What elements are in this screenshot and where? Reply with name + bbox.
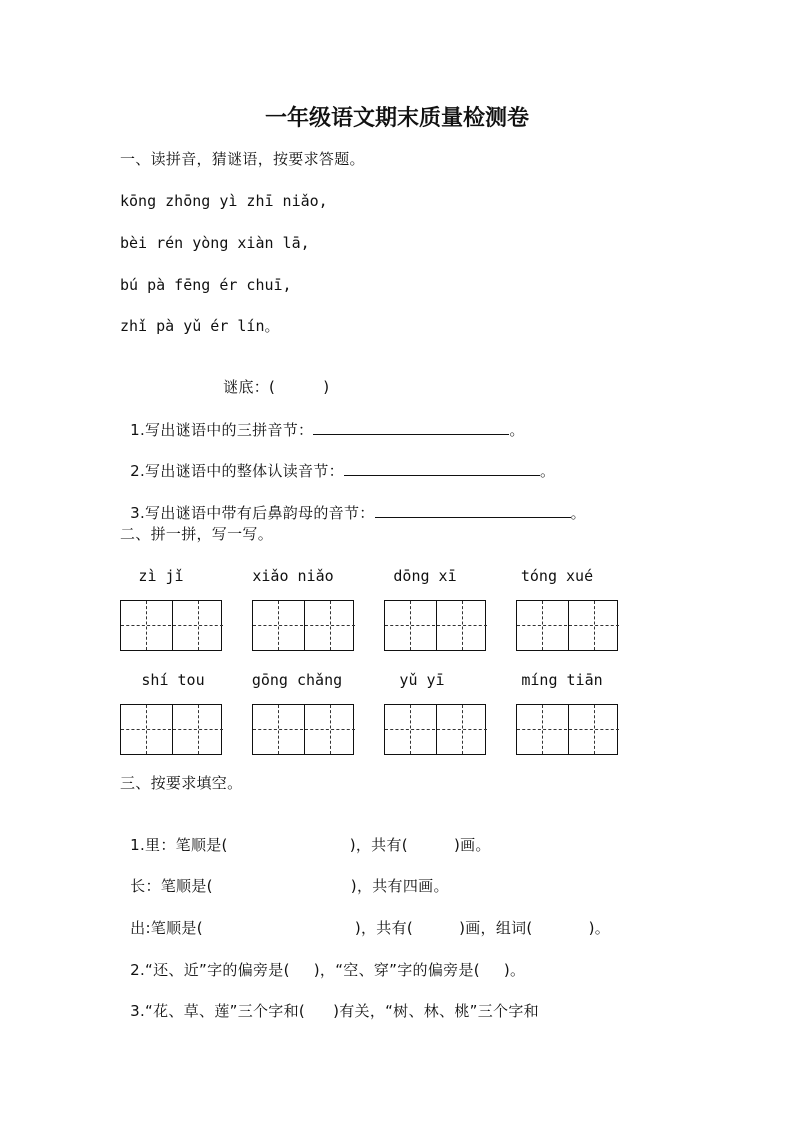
writing-grid[interactable] [252, 600, 354, 651]
riddle-line-1: kōng zhōng yì zhī niǎo, [120, 192, 328, 210]
writing-grid[interactable] [516, 600, 618, 651]
writing-cell[interactable] [172, 601, 223, 650]
riddle-answer [213, 357, 329, 397]
pinyin-label: shí tou [141, 671, 205, 689]
fill-line-5-b: )有关，“树、林、桃”三个字和 [333, 1002, 539, 1020]
question-1-2 [120, 441, 555, 481]
fill-line-4-c: )。 [503, 961, 526, 979]
fill-line-2 [120, 856, 449, 896]
fill-line-4-a: 2.“还、近”字的偏旁是( [130, 961, 290, 979]
writing-cell[interactable] [172, 705, 223, 754]
question-1-3 [120, 483, 586, 523]
writing-cell[interactable] [436, 601, 487, 650]
writing-cell[interactable] [253, 601, 303, 650]
writing-grid[interactable] [120, 600, 222, 651]
pinyin-label: dōng xī [393, 567, 457, 585]
fill-line-3-d: )。 [588, 919, 611, 937]
writing-grid[interactable] [252, 704, 354, 755]
writing-cell[interactable] [385, 601, 435, 650]
writing-cell[interactable] [304, 705, 355, 754]
pinyin-label: gōng chǎng [251, 671, 343, 689]
writing-cell[interactable] [304, 601, 355, 650]
fill-line-3-b: )，共有( [354, 919, 414, 937]
answer-line-1-2[interactable] [344, 461, 540, 476]
writing-grid[interactable] [120, 704, 222, 755]
fill-line-2-a: 长：笔顺是( [130, 877, 213, 895]
writing-cell[interactable] [517, 601, 567, 650]
writing-cell[interactable] [121, 601, 171, 650]
question-1-1-text: 1.写出谜语中的三拼音节： [130, 421, 314, 439]
writing-grid[interactable] [384, 704, 486, 755]
question-1-3-text: 3.写出谜语中带有后鼻韵母的音节： [130, 504, 375, 522]
page-title: 一年级语文期末质量检测卷 [264, 105, 529, 131]
writing-grid[interactable] [516, 704, 618, 755]
fill-line-2-b: )，共有四画。 [350, 877, 449, 895]
question-1-1-period: 。 [509, 421, 525, 439]
writing-cell[interactable] [517, 705, 567, 754]
section2-heading: 二、拼一拼，写一写。 [120, 525, 274, 543]
writing-grid[interactable] [384, 600, 486, 651]
fill-line-4-b: )，“空、穿”字的偏旁是( [313, 961, 480, 979]
question-1-2-text: 2.写出谜语中的整体认读音节： [130, 462, 344, 480]
fill-line-5 [120, 981, 539, 1021]
writing-cell[interactable] [385, 705, 435, 754]
riddle-line-2: bèi rén yòng xiàn lā, [120, 234, 310, 252]
pinyin-label: zì jǐ [138, 567, 184, 585]
riddle-line-3: bú pà fēng ér chuī, [120, 276, 292, 294]
question-1-2-period: 。 [539, 462, 556, 480]
section1-heading: 一、读拼音，猜谜语，按要求答题。 [120, 150, 365, 168]
pinyin-label: tóng xué [520, 567, 594, 585]
answer-line-1-1[interactable] [313, 420, 509, 435]
pinyin-label: míng tiān [521, 671, 603, 689]
pinyin-label: xiǎo niǎo [252, 567, 334, 585]
answer-line-1-3[interactable] [375, 503, 571, 518]
writing-cell[interactable] [121, 705, 171, 754]
fill-line-1-c: )画。 [453, 836, 491, 854]
fill-line-3-c: )画，组词( [459, 919, 533, 937]
writing-cell[interactable] [568, 601, 619, 650]
section3-heading: 三、按要求填空。 [120, 774, 243, 792]
fill-line-3 [120, 898, 610, 938]
question-1-1 [120, 400, 525, 440]
fill-line-1-a: 1.里：笔顺是( [130, 836, 228, 854]
writing-cell[interactable] [436, 705, 487, 754]
fill-line-3-a: 出:笔顺是( [130, 919, 203, 937]
fill-line-4 [120, 940, 525, 980]
question-1-3-period: 。 [570, 504, 586, 522]
pinyin-label: yǔ yī [399, 671, 445, 689]
fill-line-1-b: )，共有( [349, 836, 408, 854]
riddle-answer-label: 谜底：( [223, 378, 276, 396]
writing-cell[interactable] [253, 705, 303, 754]
fill-line-1 [120, 815, 491, 855]
fill-line-5-a: 3.“花、草、莲”三个字和( [130, 1002, 306, 1020]
riddle-line-4: zhǐ pà yǔ ér lín。 [120, 317, 280, 335]
writing-cell[interactable] [568, 705, 619, 754]
riddle-answer-close: ) [323, 378, 330, 396]
